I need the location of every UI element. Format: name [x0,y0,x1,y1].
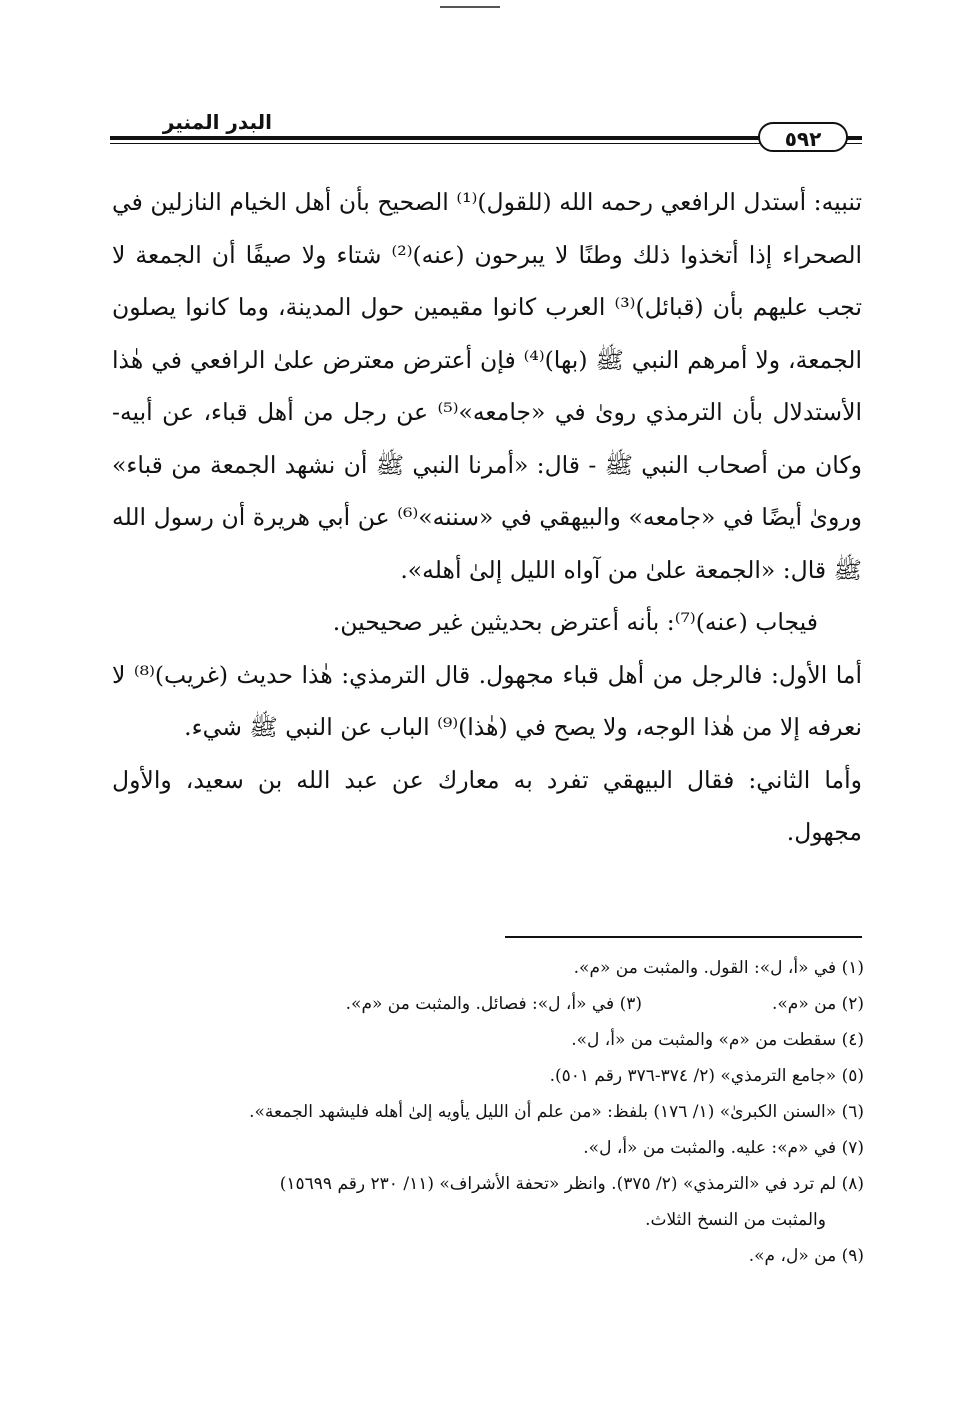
page-number: ٥٩٢ [758,122,848,152]
footnote-row-2-3 [112,986,864,1022]
paragraph-2: فيجاب (عنه)⁽⁷⁾: بأنه أعترض بحديثين غير صحيحين. [332,608,818,636]
running-title: البدر المنير [155,110,280,134]
footnote-8: (٨) لم ترد في «الترمذي» (٢/ ٣٧٥). وانظر «تحفة الأشراف» (١١/ ٢٣٠ رقم ١٥٦٩٩) [279,1174,864,1194]
footnote-2: (٢) من «م». [772,994,864,1014]
footnote-6: (٦) «السنن الكبرىٰ» (١/ ١٧٦) بلفظ: «من علم أن الليل يأويه إلىٰ أهله فليشهد الجمعة». [249,1102,864,1122]
footnote-4: (٤) سقطت من «م» والمثبت من «أ، ل». [571,1030,864,1050]
footnote-1: (١) في «أ، ل»: القول. والمثبت من «م». [573,958,864,978]
main-text [112,176,862,859]
paragraph-4: وأما الثاني: فقال البيهقي تفرد به معارك عن عبد الله بن سعيد، والأول مجهول. [112,765,862,846]
header-rule-thick [110,136,862,140]
footnote-separator [505,936,862,938]
page-header [110,108,862,152]
footnote-8-continuation: والمثبت من النسخ الثلاث. [645,1210,826,1230]
top-tick-mark [440,6,500,8]
footnote-7: (٧) في «م»: عليه. والمثبت من «أ، ل». [583,1138,864,1158]
footnote-5: (٥) «جامع الترمذي» (٢/ ٣٧٤-٣٧٦ رقم ٥٠١). [549,1066,864,1086]
footnotes [112,950,864,1274]
footnote-3: (٣) في «أ، ل»: فصائل. والمثبت من «م». [345,994,642,1014]
paragraph-1: تنبيه: أستدل الرافعي رحمه الله (للقول)⁽¹⁾ الصحيح بأن أهل الخيام النازلين في الصحراء إذا أتخذوا ذلك وطنًا لا يبرحون (عنه)⁽²⁾ شتاء ولا صيفًا أن الجمعة لا تجب عليهم بأن (قبائل)⁽³⁾ العرب كانوا مقيمين حول المدينة، وما كانوا يصلون الجمعة، ولا أمرهم النبي ﷺ (بها)⁽⁴⁾ فإن أعترض معترض علىٰ الرافعي في هٰذا الأستدلال بأن الترمذي روىٰ في «جامعه»⁽⁵⁾ عن رجل من أهل قباء، عن أبيه- وكان من أصحاب النبي ﷺ - قال: «أمرنا النبي ﷺ أن نشهد الجمعة من قباء» وروىٰ أيضًا في «جامعه» والبيهقي في «سننه»⁽⁶⁾ عن أبي هريرة أن رسول الله ﷺ قال: «الجمعة علىٰ من آواه الليل إلىٰ أهله». [112,188,863,584]
header-rule-thin [110,143,862,144]
footnote-9: (٩) من «ل، م». [748,1246,864,1266]
paragraph-3: أما الأول: فالرجل من أهل قباء مجهول. قال الترمذي: هٰذا حديث (غريب)⁽⁸⁾ لا نعرفه إلا من هٰذا الوجه، ولا يصح في (هٰذا)⁽⁹⁾ الباب عن النبي ﷺ شيء. [112,660,862,741]
